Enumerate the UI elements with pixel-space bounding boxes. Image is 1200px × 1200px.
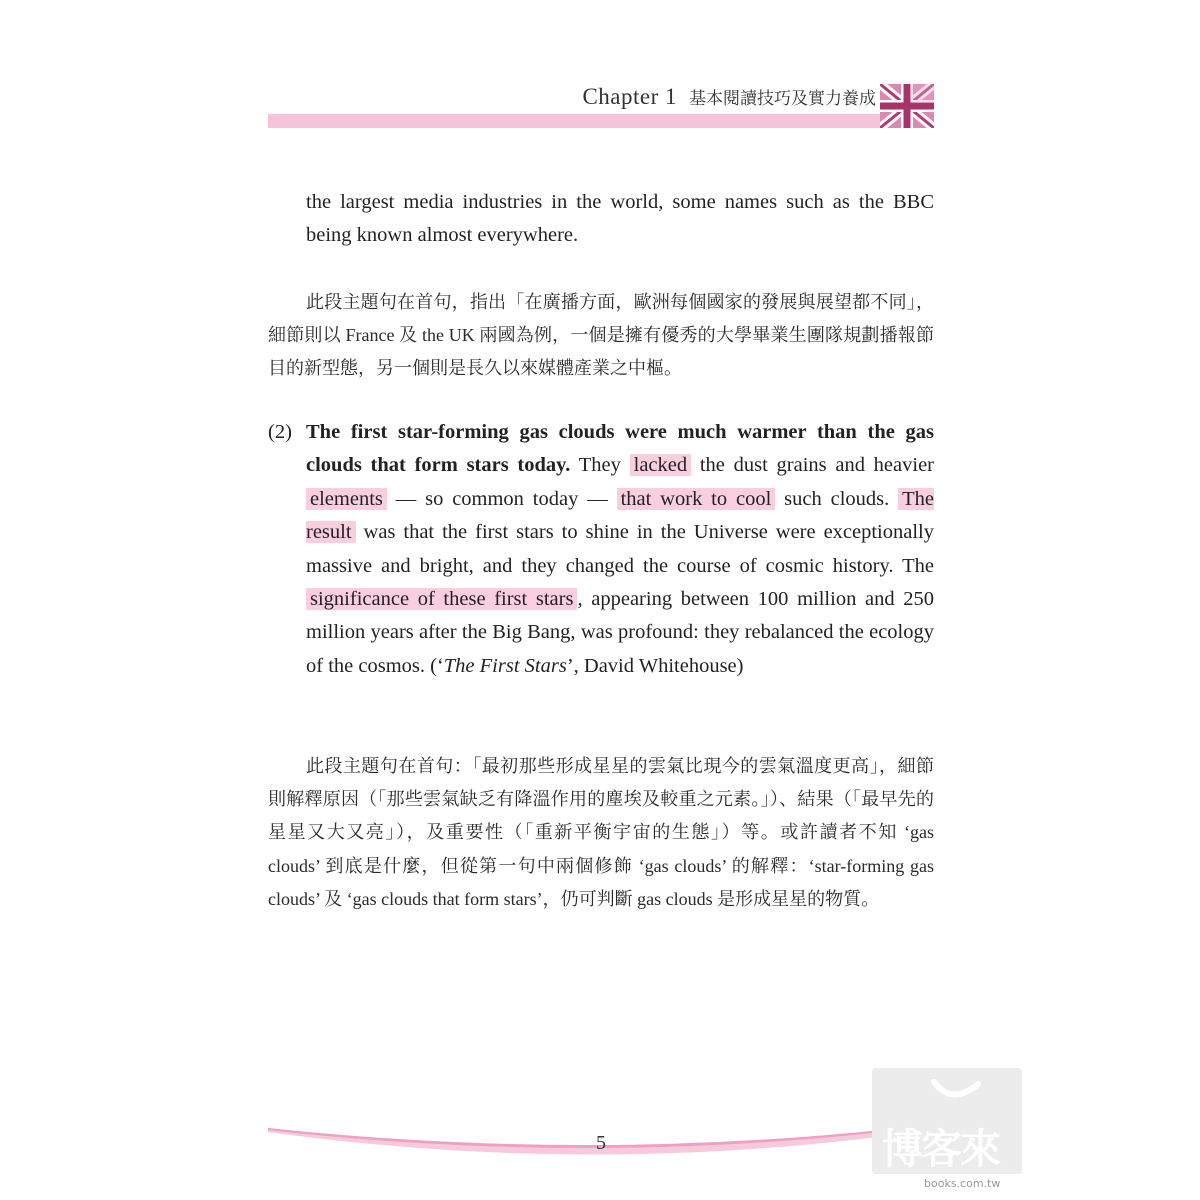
highlight-lacked: lacked [630, 454, 692, 476]
header-rule [268, 114, 880, 128]
smile-arc-icon [872, 1068, 1022, 1118]
chapter-label: Chapter 1 [582, 84, 677, 109]
watermark-url: books.com.tw [924, 1177, 1001, 1190]
explanation-paragraph-1: 此段主題句在首句，指出「在廣播方面，歐洲每個國家的發展與展望都不同」，細節則以 France 及 the UK 兩國為例，一個是擁有優秀的大學畢業生團隊規劃播報節目的新型態，另一個則是長久以來媒體產業之中樞。 [268, 292, 934, 379]
page-number: 5 [596, 1132, 606, 1154]
highlight-elements: elements [306, 488, 387, 510]
source-title: The First Stars [443, 654, 567, 677]
highlight-that-work-to-cool: that work to cool [617, 488, 776, 510]
passage-paragraph-2 [306, 416, 934, 683]
item-number: (2) [268, 421, 292, 443]
passage-text: the dust grains and heavier [691, 454, 935, 477]
passage-text: , appearing between 100 million and 250 million years after the Big Bang, was profound: they rebalanced the ecology of the cosmos. (‘ [306, 588, 934, 677]
passage-text: such clouds. [775, 487, 899, 510]
explanation-paragraph-2: 此段主題句在首句：「最初那些形成星星的雲氣比現今的雲氣溫度更高」，細節則解釋原因（「那些雲氣缺乏有降溫作用的塵埃及較重之元素。」）、結果（「最早先的星星又大又亮」），及重要性（「重新平衡宇宙的生態」）等。或許讀者不知 ‘gas clouds’ 到底是什麼，但從第一句中兩個修飾 ‘gas clouds’ 的解釋：‘star-forming gas clouds’ 及 ‘gas clouds that form stars’，仍可判斷 gas clouds 是形成星星的物質。 [268, 756, 934, 909]
union-jack-flag-icon [880, 84, 934, 128]
passage-text: was that the first stars to shine in the Universe were exceptionally massive and bright, and they changed the course of cosmic history. The [306, 521, 934, 577]
topic-sentence: The first star-forming gas clouds were much warmer than the gas clouds that form stars today. [306, 421, 934, 477]
passage-text: ’, David Whitehouse) [566, 654, 744, 677]
footer-swoosh [268, 1118, 900, 1168]
watermark-logo-text: 博客來 [882, 1125, 999, 1173]
passage-text: — so common today — [386, 487, 617, 510]
highlight-significance: significance of these first stars [306, 588, 577, 610]
chapter-subtitle: 基本閱讀技巧及實力養成 [689, 89, 876, 109]
running-header [582, 84, 876, 110]
continuation-paragraph: the largest media industries in the world, some names such as the BBC being known almost everywhere. [306, 191, 934, 247]
highlight-the-result: The result [306, 487, 934, 544]
passage-text: They [570, 454, 630, 477]
